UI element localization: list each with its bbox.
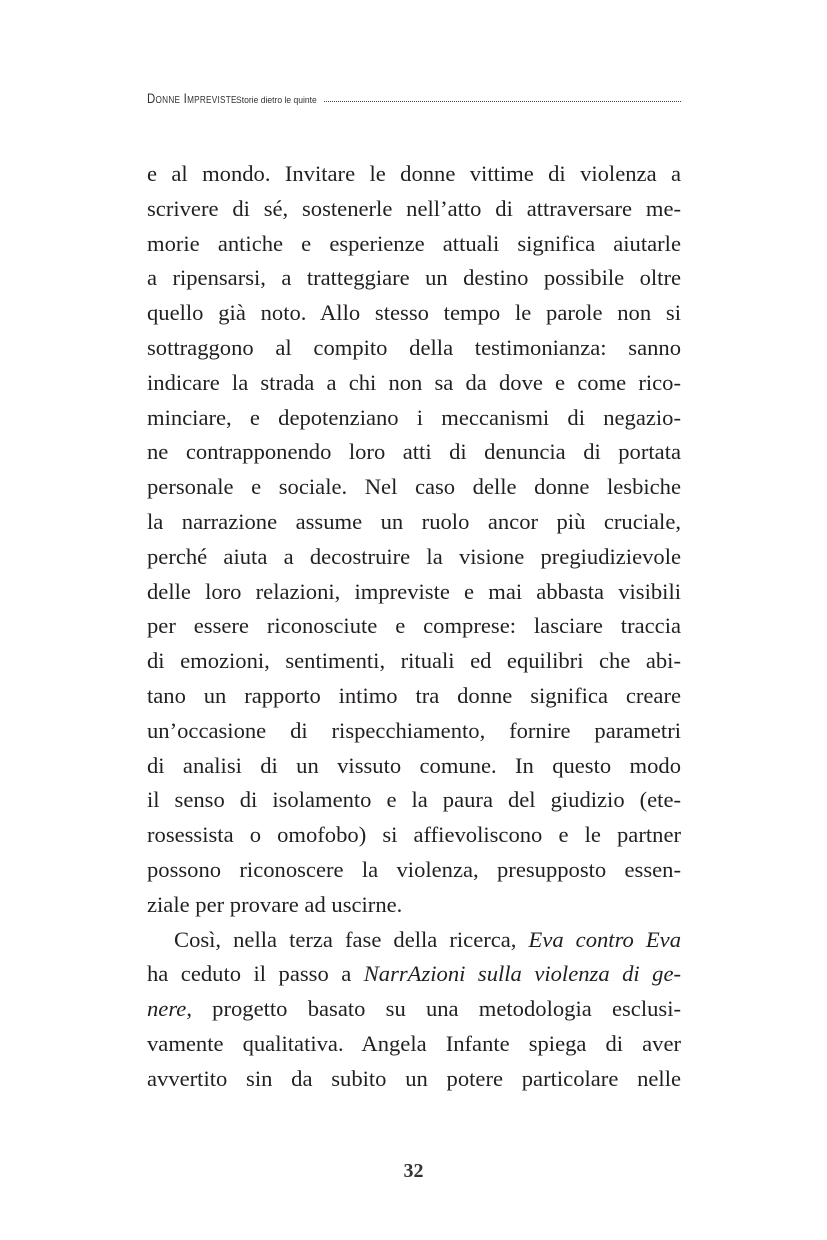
text-line: avvertito sin da subito un potere particolare nelle — [147, 1065, 681, 1091]
text-run: , progetto basato su una metodologia esclusi- — [186, 996, 681, 1022]
italic-title: Eva contro Eva — [528, 926, 682, 952]
italic-title: nere — [147, 996, 187, 1022]
page-number: 32 — [403, 1160, 424, 1182]
text-line: perché aiuta a decostruire la visione pregiudizievole — [147, 543, 681, 569]
text-line: personale e sociale. Nel caso delle donne lesbiche — [147, 474, 681, 500]
text-run: Così, nella terza fase della ricerca, — [174, 926, 529, 952]
text-line — [147, 992, 681, 1027]
text-line: il senso di isolamento e la paura del giudizio (ete- — [147, 787, 681, 813]
text-line: sottraggono al compito della testimonianza: sanno — [147, 334, 681, 360]
running-header — [147, 84, 681, 106]
paragraph-2 — [147, 923, 681, 1097]
header-subtitle: Storie dietro le quinte — [236, 95, 318, 106]
text-line: a ripensarsi, a tratteggiare un destino possibile oltre — [147, 265, 681, 291]
text-line: un’occasione di rispecchiamento, fornire parametri — [147, 717, 681, 743]
header-book-title: Donne Impreviste — [147, 90, 237, 106]
text-line: di emozioni, sentimenti, rituali ed equilibri che abi- — [147, 648, 681, 674]
text-line: scrivere di sé, sostenerle nell’atto di attraversare me- — [147, 195, 681, 221]
text-run: ha ceduto il passo a — [147, 961, 364, 987]
text-line: delle loro relazioni, impreviste e mai abbasta visibili — [147, 578, 681, 604]
text-line: tano un rapporto intimo tra donne significa creare — [147, 682, 681, 708]
text-line: la narrazione assume un ruolo ancor più cruciale, — [147, 508, 681, 534]
body-text — [147, 157, 681, 1097]
text-line: di analisi di un vissuto comune. In questo modo — [147, 752, 681, 778]
text-line: morie antiche e esperienze attuali significa aiutarle — [147, 230, 681, 256]
text-line: ne contrapponendo loro atti di denuncia di portata — [147, 439, 681, 465]
header-dotted-leader — [324, 100, 681, 102]
text-line: ziale per provare ad uscirne. — [147, 891, 403, 917]
paragraph-1 — [147, 157, 681, 923]
text-line: minciare, e depotenziano i meccanismi di negazio- — [147, 404, 681, 430]
text-line: possono riconoscere la violenza, presupposto essen- — [147, 856, 681, 882]
text-line — [147, 957, 681, 992]
text-line: e al mondo. Invitare le donne vittime di violenza a — [147, 161, 681, 186]
text-line — [147, 923, 681, 958]
italic-title: NarrAzioni sulla violenza di ge- — [363, 961, 681, 987]
text-line: indicare la strada a chi non sa da dove e come rico- — [147, 369, 681, 395]
text-line: quello già noto. Allo stesso tempo le parole non si — [147, 300, 681, 326]
text-line: per essere riconosciute e comprese: lasciare traccia — [147, 613, 681, 639]
text-line: rosessista o omofobo) si affievoliscono e le partner — [147, 822, 681, 848]
text-line: vamente qualitativa. Angela Infante spiega di aver — [147, 1030, 681, 1056]
